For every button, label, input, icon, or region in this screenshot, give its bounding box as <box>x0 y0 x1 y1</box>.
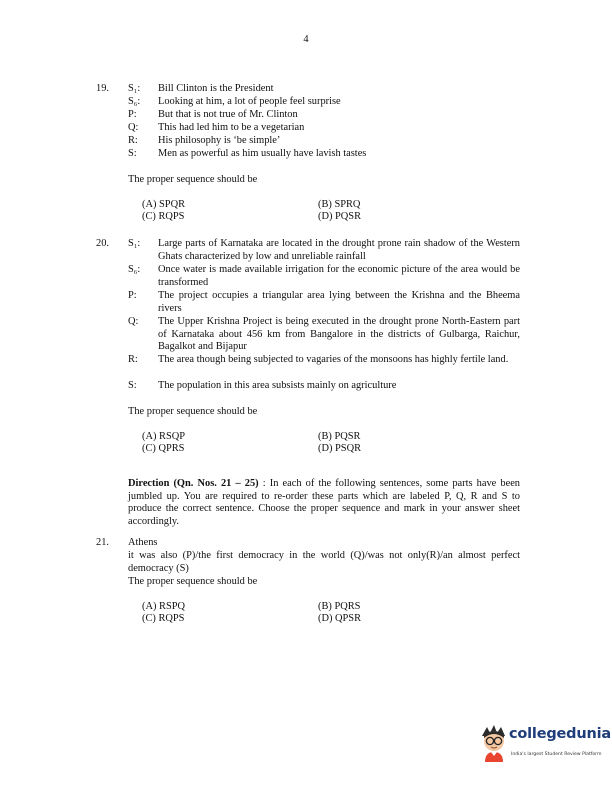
statement-label: P: <box>128 290 137 301</box>
option-d[interactable]: (D) QPSR <box>318 613 362 624</box>
sequence-prompt: The proper sequence should be <box>128 174 258 185</box>
sequence-prompt: The proper sequence should be <box>128 406 258 417</box>
option-b[interactable]: (B) SPRQ <box>318 199 361 210</box>
statement-label: S₁: <box>128 83 141 94</box>
statement-text: The Upper Krishna Project is being executed in the drought prone North-Eastern part of Karnataka about 456 km from Bangalore in the districts of Gulbarga, Raichur, Bagalkot and Bijapur <box>158 316 520 353</box>
option-d[interactable]: (D) PSQR <box>318 443 362 454</box>
option-c[interactable]: (C) QPRS <box>142 443 185 454</box>
statement-text: Bill Clinton is the President <box>158 83 274 94</box>
brand-tagline: India's largest Student Review Platform <box>511 752 602 757</box>
statement-text: Large parts of Karnataka are located in the drought prone rain shadow of the Western Ghats characterized by low and unreliable rainfall <box>158 238 520 262</box>
statement-label: S: <box>128 148 137 159</box>
statement-label: P: <box>128 109 137 120</box>
statement-text: The project occupies a triangular area lying between the Krishna and the Bheema rivers <box>158 290 520 314</box>
sentence-lead: Athens <box>128 537 158 548</box>
page-number: 4 <box>303 34 309 45</box>
question-number: 19. <box>96 83 109 94</box>
statement-text: This had led him to be a vegetarian <box>158 122 305 133</box>
statement-label: Q: <box>128 316 139 327</box>
statement-text: But that is not true of Mr. Clinton <box>158 109 298 120</box>
statement-label: S₆: <box>128 96 141 107</box>
statement-label: S₆: <box>128 264 141 275</box>
option-a[interactable]: (A) RSQP <box>142 431 186 442</box>
statement-text: Men as powerful as him usually have lavish tastes <box>158 148 367 159</box>
statement-text: His philosophy is ‘be simple’ <box>158 135 281 146</box>
direction-heading: Direction (Qn. Nos. 21 – 25) <box>128 478 259 489</box>
option-c[interactable]: (C) RQPS <box>142 211 185 222</box>
question-number: 21. <box>96 537 109 548</box>
collegedunia-logo <box>477 722 611 766</box>
statement-label: R: <box>128 354 138 365</box>
option-a[interactable]: (A) RSPQ <box>142 601 186 612</box>
option-b[interactable]: (B) PQSR <box>318 431 361 442</box>
jumbled-sentence: it was also (P)/the first democracy in the world (Q)/was not only(R)/an almost perfect democracy (S) <box>128 550 520 574</box>
option-c[interactable]: (C) RQPS <box>142 613 185 624</box>
option-a[interactable]: (A) SPQR <box>142 199 186 210</box>
direction-block <box>128 478 520 528</box>
statement-text: Looking at him, a lot of people feel surprise <box>158 96 341 107</box>
question-number: 20. <box>96 238 109 249</box>
student-mascot-icon <box>477 724 511 762</box>
statement-label: R: <box>128 135 138 146</box>
brand-name: collegedunia <box>509 726 611 742</box>
statement-label: Q: <box>128 122 139 133</box>
statement-text: The area though being subjected to vagaries of the monsoons has highly fertile land. <box>158 354 509 365</box>
option-b[interactable]: (B) PQRS <box>318 601 361 612</box>
sequence-prompt: The proper sequence should be <box>128 576 258 587</box>
statement-text: Once water is made available irrigation for the economic picture of the area would be transformed <box>158 264 520 288</box>
statement-label: S: <box>128 380 137 391</box>
option-d[interactable]: (D) PQSR <box>318 211 362 222</box>
statement-text: The population in this area subsists mainly on agriculture <box>158 380 397 391</box>
statement-label: S₁: <box>128 238 141 249</box>
direction-text: : In each of the following sentences, some parts have been jumbled up. You are required to re-order these parts which are labeled P, Q, R and S to produce the correct sentence. Choose the proper sequence and mark in your answer sheet accordingly. <box>128 478 520 527</box>
